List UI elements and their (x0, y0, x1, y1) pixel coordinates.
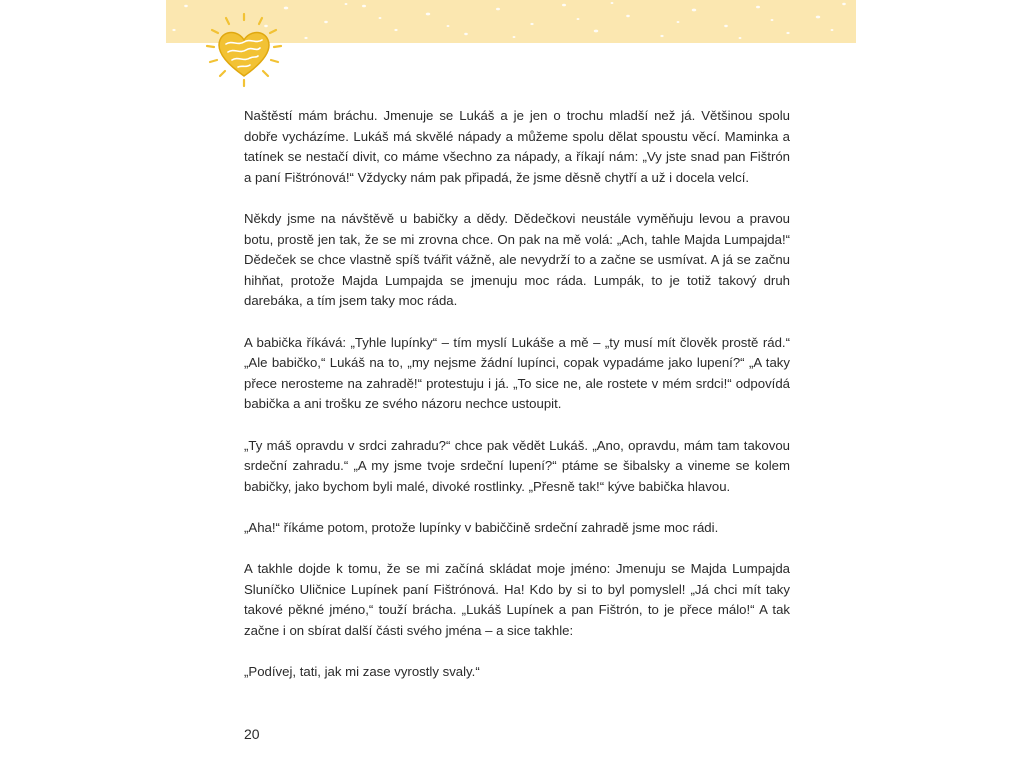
paragraph: A takhle dojde k tomu, že se mi začíná skládat moje jméno: Jmenuju se Majda Lumpajda Sluníčko Uličnice Lupínek paní Fištrónová. Ha! Kdo by si to byl pomyslel! „Já chci mít taky takové pěkné jméno,“ touží brácha. „Lukáš Lupínek a pan Fištrón, to je přece málo!“ A tak začne i on sbírat další části svého jména – a sice takhle: (244, 561, 790, 638)
body-text (244, 106, 790, 703)
paragraph: „Aha!“ říkáme potom, protože lupínky v babiččině srdeční zahradě jsme moc rádi. (244, 519, 719, 535)
scribbled-sun-heart-icon (204, 10, 284, 88)
paragraph: Naštěstí mám bráchu. Jmenuje se Lukáš a je jen o trochu mladší než já. Většinou spolu dobře vycházíme. Lukáš má skvělé nápady a můžeme spolu dělat spoustu věcí. Maminka a tatínek se nestačí divit, co máme všechno za nápady, a říkají nám: „Vy jste snad pan Fištrón a paní Fištrónová!“ Vždycky nám pak připadá, že jsme děsně chytří a už i docela velcí. (244, 108, 790, 185)
page-number: 20 (244, 726, 260, 742)
paragraph: „Ty máš opravdu v srdci zahradu?“ chce pak vědět Lukáš. „Ano, opravdu, mám tam takovou srdeční zahradu.“ „A my jsme tvoje srdeční lupení?“ ptáme se šibalsky a vineme se kolem babičky, jako bychom byli malé, divoké rostlinky. „Přesně tak!“ kýve babička hlavou. (244, 437, 790, 494)
paragraph: Někdy jsme na návštěvě u babičky a dědy. Dědečkovi neustále vyměňuju levou a pravou botu, prostě jen tak, že se mi zrovna chce. On pak na mě volá: „Ach, tahle Majda Lumpajda!“ Dědeček se chce vlastně spíš tvářit vážně, ale nevydrží to a začne se usmívat. A já se začnu hihňat, protože Majda Lumpajda se jmenuju moc ráda. Lumpák, to je totiž takový druh darebáka, a tím jsem taky moc ráda. (244, 210, 790, 309)
paragraph: A babička říkává: „Tyhle lupínky“ – tím myslí Lukáše a mě – „ty musí mít člověk prostě rád.“ „Ale babičko,“ Lukáš na to, „my nejsme žádní lupínci, copak vypadáme jako lupení?“ „A taky přece nerosteme na zahradě!“ protestuju i já. „To sice ne, ale rostete v mém srdci!“ odpovídá babička a ani trošku ze svého názoru nechce ustoupit. (244, 334, 790, 412)
paragraph: „Podívej, tati, jak mi zase vyrostly svaly.“ (244, 664, 480, 680)
book-page (166, 0, 856, 768)
